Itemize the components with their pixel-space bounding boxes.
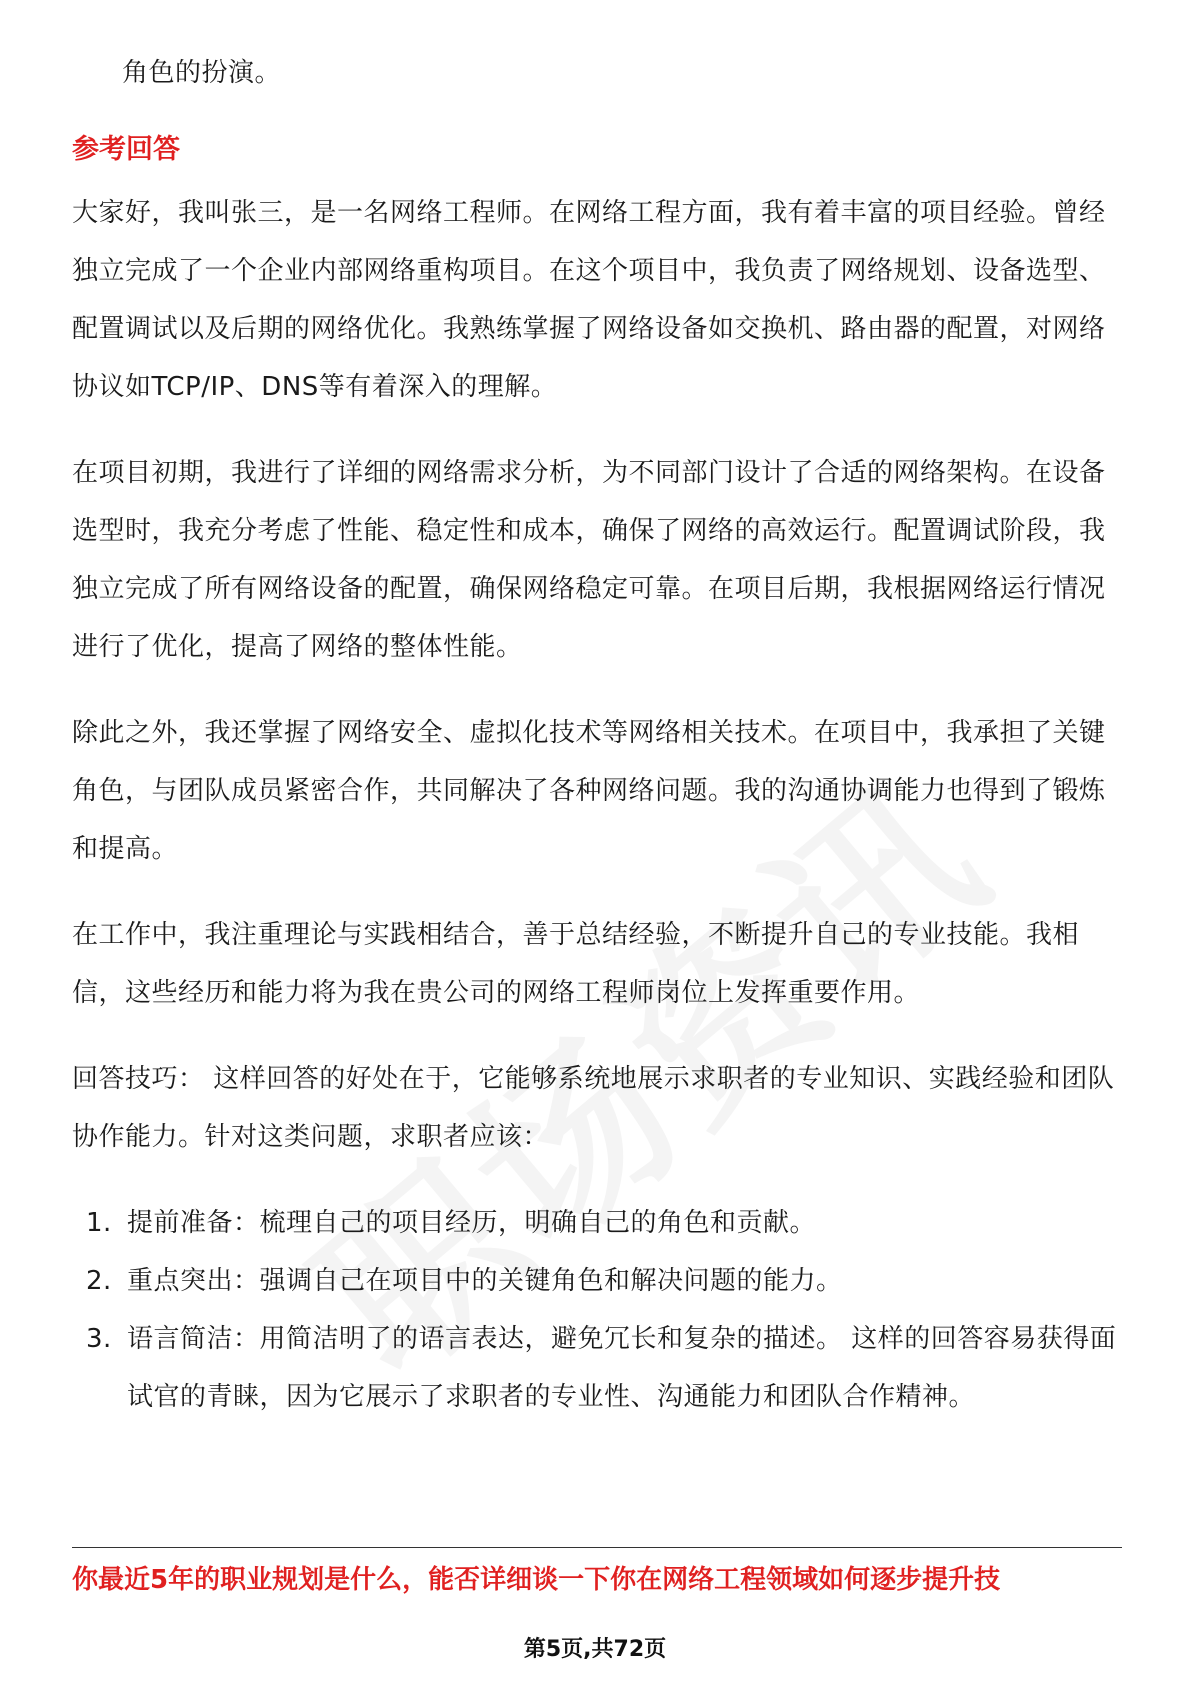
answer-paragraph-2: 在项目初期，我进行了详细的网络需求分析，为不同部门设计了合适的网络架构。在设备选型时，我充分考虑了性能、稳定性和成本，确保了网络的高效运行。配置调试阶段，我独立完成了所有网络设备的配置，确保网络稳定可靠。在项目后期，我根据网络运行情况进行了优化，提高了网络的整体性能。 <box>72 458 1106 662</box>
page-number-footer: 第5页,共72页 <box>523 1637 667 1662</box>
page-content <box>72 44 1122 1426</box>
intro-line: 角色的扮演。 <box>122 58 282 88</box>
list-item-number: 3. <box>86 1324 112 1354</box>
next-question-heading: 你最近5年的职业规划是什么，能否详细谈一下你在网络工程领域如何逐步提升技 <box>72 1565 1001 1595</box>
list-item-number: 1. <box>86 1208 112 1238</box>
answer-heading: 参考回答 <box>72 134 180 165</box>
list-item-number: 2. <box>86 1266 112 1296</box>
list-item <box>72 1252 1122 1310</box>
list-item <box>72 1310 1122 1426</box>
list-item-text: 重点突出：强调自己在项目中的关键角色和解决问题的能力。 <box>127 1266 843 1296</box>
answer-paragraph-1: 大家好，我叫张三，是一名网络工程师。在网络工程方面，我有着丰富的项目经验。曾经独立完成了一个企业内部网络重构项目。在这个项目中，我负责了网络规划、设备选型、配置调试以及后期的网络优化。我熟练掌握了网络设备如交换机、路由器的配置，对网络协议如TCP/IP、DNS等有着深入的理解。 <box>72 198 1106 402</box>
list-item-text: 语言简洁：用简洁明了的语言表达，避免冗长和复杂的描述。 这样的回答容易获得面试官的青睐，因为它展示了求职者的专业性、沟通能力和团队合作精神。 <box>127 1324 1117 1412</box>
section-divider <box>72 1547 1122 1548</box>
answer-tips-intro: 回答技巧： 这样回答的好处在于，它能够系统地展示求职者的专业知识、实践经验和团队协作能力。针对这类问题，求职者应该： <box>72 1064 1115 1152</box>
answer-paragraph-4: 在工作中，我注重理论与实践相结合，善于总结经验，不断提升自己的专业技能。我相信，这些经历和能力将为我在贵公司的网络工程师岗位上发挥重要作用。 <box>72 920 1080 1008</box>
answer-paragraph-3: 除此之外，我还掌握了网络安全、虚拟化技术等网络相关技术。在项目中，我承担了关键角色，与团队成员紧密合作，共同解决了各种网络问题。我的沟通协调能力也得到了锻炼和提高。 <box>72 718 1106 864</box>
tips-list <box>72 1194 1122 1426</box>
list-item-text: 提前准备：梳理自己的项目经历，明确自己的角色和贡献。 <box>127 1208 817 1238</box>
list-item <box>72 1194 1122 1252</box>
